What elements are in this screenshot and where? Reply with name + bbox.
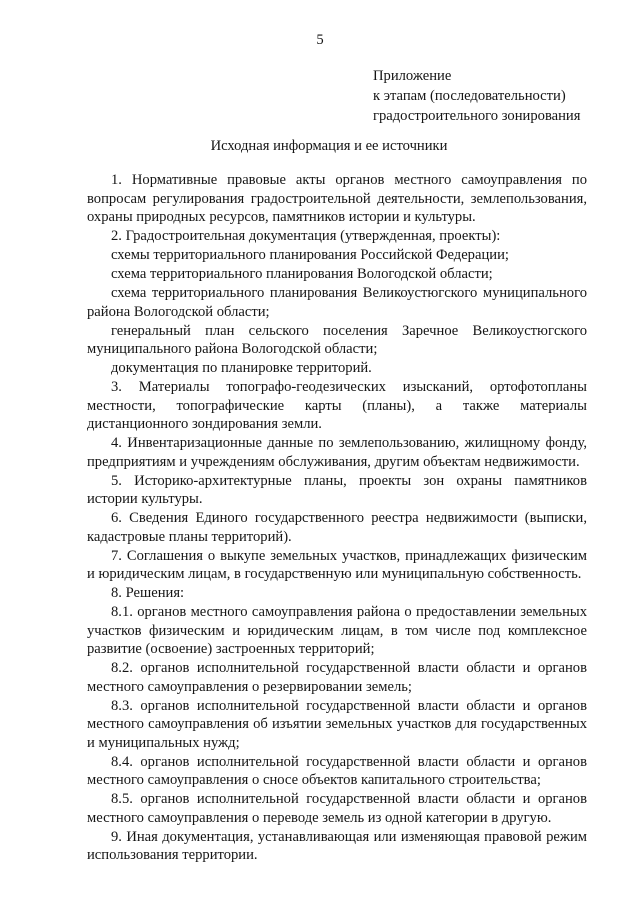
paragraph: 1. Нормативные правовые акты органов местного самоуправления по вопросам регулирования градостроительной деятельности, землепользования, охраны природных ресурсов, памятников истории и культуры.	[87, 172, 587, 225]
appendix-line: градостроительного зонирования	[373, 108, 581, 124]
paragraph: схемы территориального планирования Российской Федерации;	[111, 247, 509, 263]
paragraph: 7. Соглашения о выкупе земельных участков, принадлежащих физическим и юридическим лицам, в государственную или муниципальную собственность.	[87, 547, 587, 582]
paragraph: 5. Историко-архитектурные планы, проекты зон охраны памятников истории культуры.	[87, 472, 587, 507]
document-body	[87, 171, 587, 865]
paragraph: 4. Инвентаризационные данные по землепользованию, жилищному фонду, предприятиям и учреждениям обслуживания, другим объектам недвижимости.	[87, 435, 587, 470]
appendix-header	[373, 66, 580, 126]
page-number: 5	[316, 32, 324, 48]
paragraph: 9. Иная документация, устанавливающая или изменяющая правовой режим использования территории.	[87, 828, 587, 863]
paragraph: генеральный план сельского поселения Заречное Великоустюгского муниципального района Вологодской области;	[87, 322, 587, 357]
paragraph: 2. Градостроительная документация (утвержденная, проекты):	[111, 228, 501, 244]
appendix-line: Приложение	[373, 68, 452, 84]
paragraph: 3. Материалы топографо-геодезических изысканий, ортофотопланы местности, топографические карты (планы), а также материалы дистанционного зондирования земли.	[87, 379, 587, 432]
paragraph: 8.3. органов исполнительной государственной власти области и органов местного самоуправления об изъятии земельных участков для государственных и муниципальных нужд;	[87, 697, 587, 751]
paragraph: схема территориального планирования Великоустюгского муниципального района Вологодской области;	[87, 285, 587, 320]
paragraph: документация по планировке территорий.	[111, 360, 372, 376]
document-title: Исходная информация и ее источники	[210, 138, 448, 154]
paragraph: 8. Решения:	[111, 585, 185, 601]
paragraph: 8.5. органов исполнительной государственной власти области и органов местного самоуправления о переводе земель из одной категории в другую.	[87, 791, 587, 826]
paragraph: схема территориального планирования Вологодской области;	[111, 266, 493, 282]
appendix-line: к этапам (последовательности)	[373, 88, 566, 104]
paragraph: 6. Сведения Единого государственного реестра недвижимости (выписки, кадастровые планы территорий).	[87, 510, 587, 545]
paragraph: 8.2. органов исполнительной государственной власти области и органов местного самоуправления о резервировании земель;	[87, 660, 587, 695]
paragraph: 8.4. органов исполнительной государственной власти области и органов местного самоуправления о сносе объектов капитального строительства;	[87, 753, 587, 788]
paragraph: 8.1. органов местного самоуправления района о предоставлении земельных участков физическим и юридическим лицам, в том числе под комплексное развитие (освоение) застроенных территорий;	[87, 604, 587, 657]
